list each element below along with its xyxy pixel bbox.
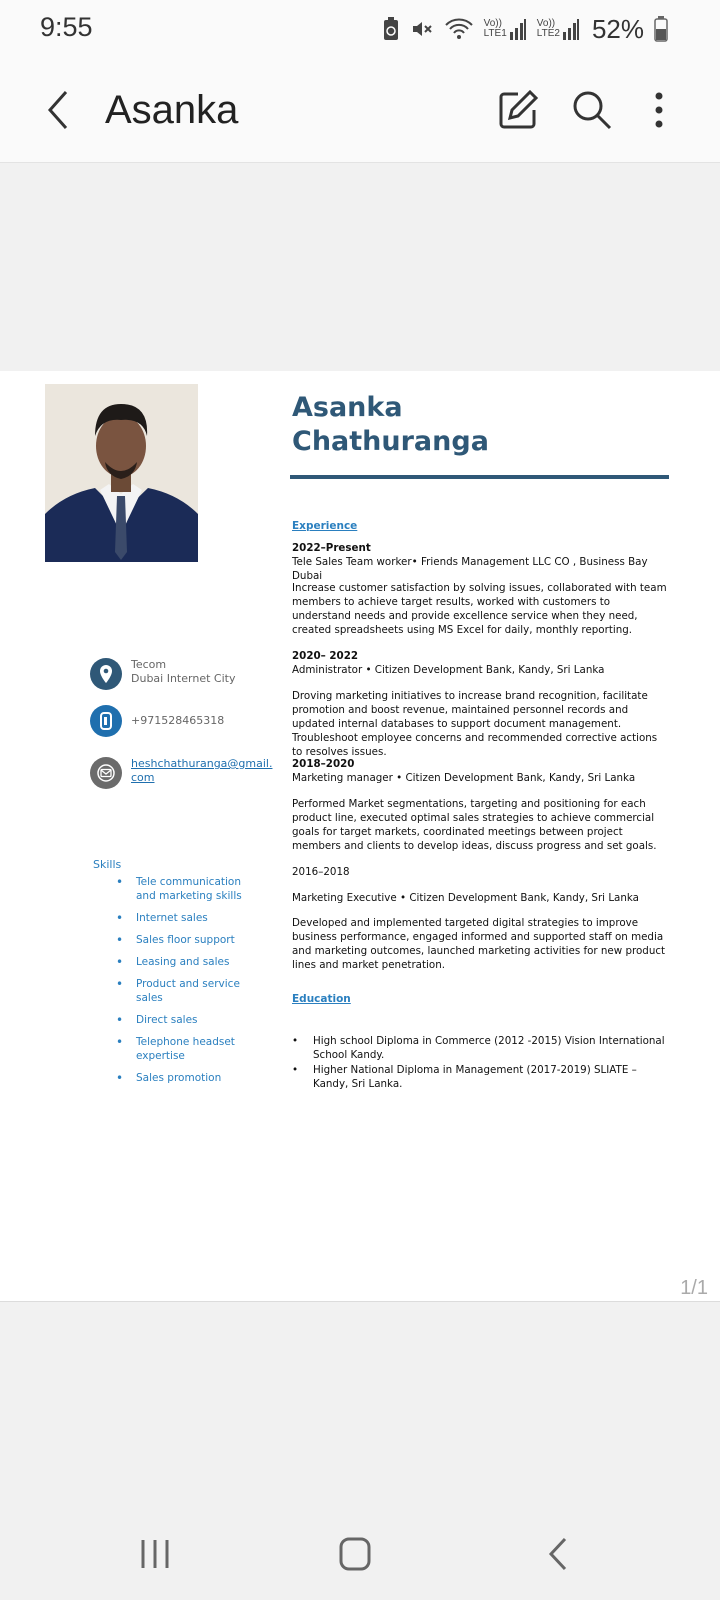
skills-heading: Skills (93, 858, 122, 871)
search-icon (568, 86, 616, 134)
job-period: 2018–2020 (292, 758, 355, 770)
volte-label: Vo)) (483, 18, 502, 29)
last-name: Chathuranga (292, 426, 489, 457)
resume-name (292, 391, 489, 459)
first-name: Asanka (292, 392, 403, 423)
sim2-signal-icon (537, 18, 580, 40)
more-options-button[interactable] (635, 86, 683, 134)
experience-heading: Experience (292, 520, 358, 532)
skill-item: • Product and service sales (116, 977, 256, 1005)
education-item: • High school Diploma in Commerce (2012 -2015) Vision International School Kandy. (292, 1034, 667, 1062)
recent-apps-icon (130, 1534, 180, 1574)
skill-item: • Sales floor support (116, 933, 256, 947)
search-button[interactable] (568, 86, 616, 134)
education-list (292, 1034, 667, 1092)
document-page[interactable] (0, 371, 720, 1302)
phone-number: +971528465318 (131, 714, 225, 727)
page-indicator: 1/1 (680, 1277, 708, 1299)
job-description: Developed and implemented targeted digital strategies to improve business performance, engaged informed and supported staff on media and marketing outcomes, launched marketing activities for new product lines and market penetration. (292, 917, 666, 971)
status-time: 9:55 (40, 12, 93, 42)
battery-icon (654, 16, 668, 42)
job-description: Droving marketing initiatives to increase brand recognition, facilitate promotion and boost revenue, maintained personnel records and updated internal databases to support document management. Troubleshoot employee concerns and recommended corrective actions to resolves issues. (292, 690, 658, 758)
job-role: Administrator • Citizen Development Bank, Kandy, Sri Lanka (292, 664, 605, 676)
skill-item: • Leasing and sales (116, 955, 256, 969)
name-divider (290, 475, 669, 479)
back-button[interactable] (36, 88, 80, 132)
contact-phone (90, 705, 224, 737)
email-icon (90, 757, 122, 789)
status-bar (0, 0, 720, 58)
phone-icon (90, 705, 122, 737)
recent-apps-button[interactable] (130, 1534, 180, 1574)
skill-item: • Telephone headset expertise (116, 1035, 256, 1063)
email-line2[interactable]: com (131, 771, 155, 784)
contact-email (90, 757, 272, 789)
contact-location (90, 658, 235, 690)
skill-item: • Sales promotion (116, 1071, 256, 1085)
job-description: Performed Market segmentations, targeting and positioning for each product line, executed optimal sales strategies to achieve commercial goals for target markets, coordinated meetings between project members and clients to develop ideas, discuss progress and set goals. (292, 798, 657, 852)
email-line1[interactable]: heshchathuranga@gmail. (131, 757, 273, 770)
job-role: Tele Sales Team worker• Friends Management LLC CO , Business Bay Dubai (292, 556, 648, 582)
skills-list (116, 875, 256, 1093)
back-arrow-icon (36, 88, 80, 132)
skill-item: • Direct sales (116, 1013, 256, 1027)
education-heading: Education (292, 993, 351, 1005)
nav-back-button[interactable] (533, 1534, 583, 1574)
job-period: 2020– 2022 (292, 650, 359, 662)
sim1-label: LTE1 (483, 28, 507, 39)
viewer-background (0, 163, 720, 371)
sim1-signal-icon (484, 18, 527, 40)
battery-saver-icon (382, 17, 400, 41)
volte-label-2: Vo)) (536, 18, 556, 29)
skill-item: • Tele communication and marketing skills (116, 875, 256, 903)
edit-button[interactable] (494, 86, 542, 134)
location-pin-icon (90, 658, 122, 690)
email-link[interactable] (131, 757, 272, 785)
location-line1: Tecom (131, 658, 167, 671)
home-icon (331, 1534, 381, 1574)
app-bar (0, 58, 720, 163)
document-title: Asanka (105, 88, 239, 132)
sim2-label: LTE2 (536, 28, 560, 39)
battery-percent: 52% (591, 13, 644, 44)
job-role: Marketing Executive • Citizen Development Bank, Kandy, Sri Lanka (292, 892, 639, 904)
skill-item: • Internet sales (116, 911, 256, 925)
job-period: 2022–Present (292, 542, 371, 554)
nav-back-icon (533, 1534, 583, 1574)
edit-pencil-icon (494, 86, 542, 134)
home-button[interactable] (331, 1534, 381, 1574)
job-role: Marketing manager • Citizen Development Bank, Kandy, Sri Lanka (292, 772, 636, 784)
profile-photo (45, 384, 198, 562)
status-icons (382, 14, 668, 44)
education-item: • Higher National Diploma in Management (2017-2019) SLIATE – Kandy, Sri Lanka. (292, 1063, 667, 1091)
wifi-icon (444, 17, 474, 41)
more-vertical-icon (635, 86, 683, 134)
mute-icon (410, 17, 434, 41)
job-description: Increase customer satisfaction by solving issues, collaborated with team members to achieve target results, worked with customers to understand needs and provide excellence service when they need, created spreadsheets using MS Excel for daily, monthly reporting. (292, 582, 667, 636)
system-nav-bar (0, 1500, 720, 1600)
location-line2: Dubai Internet City (131, 672, 236, 685)
job-period: 2016–2018 (292, 866, 350, 878)
